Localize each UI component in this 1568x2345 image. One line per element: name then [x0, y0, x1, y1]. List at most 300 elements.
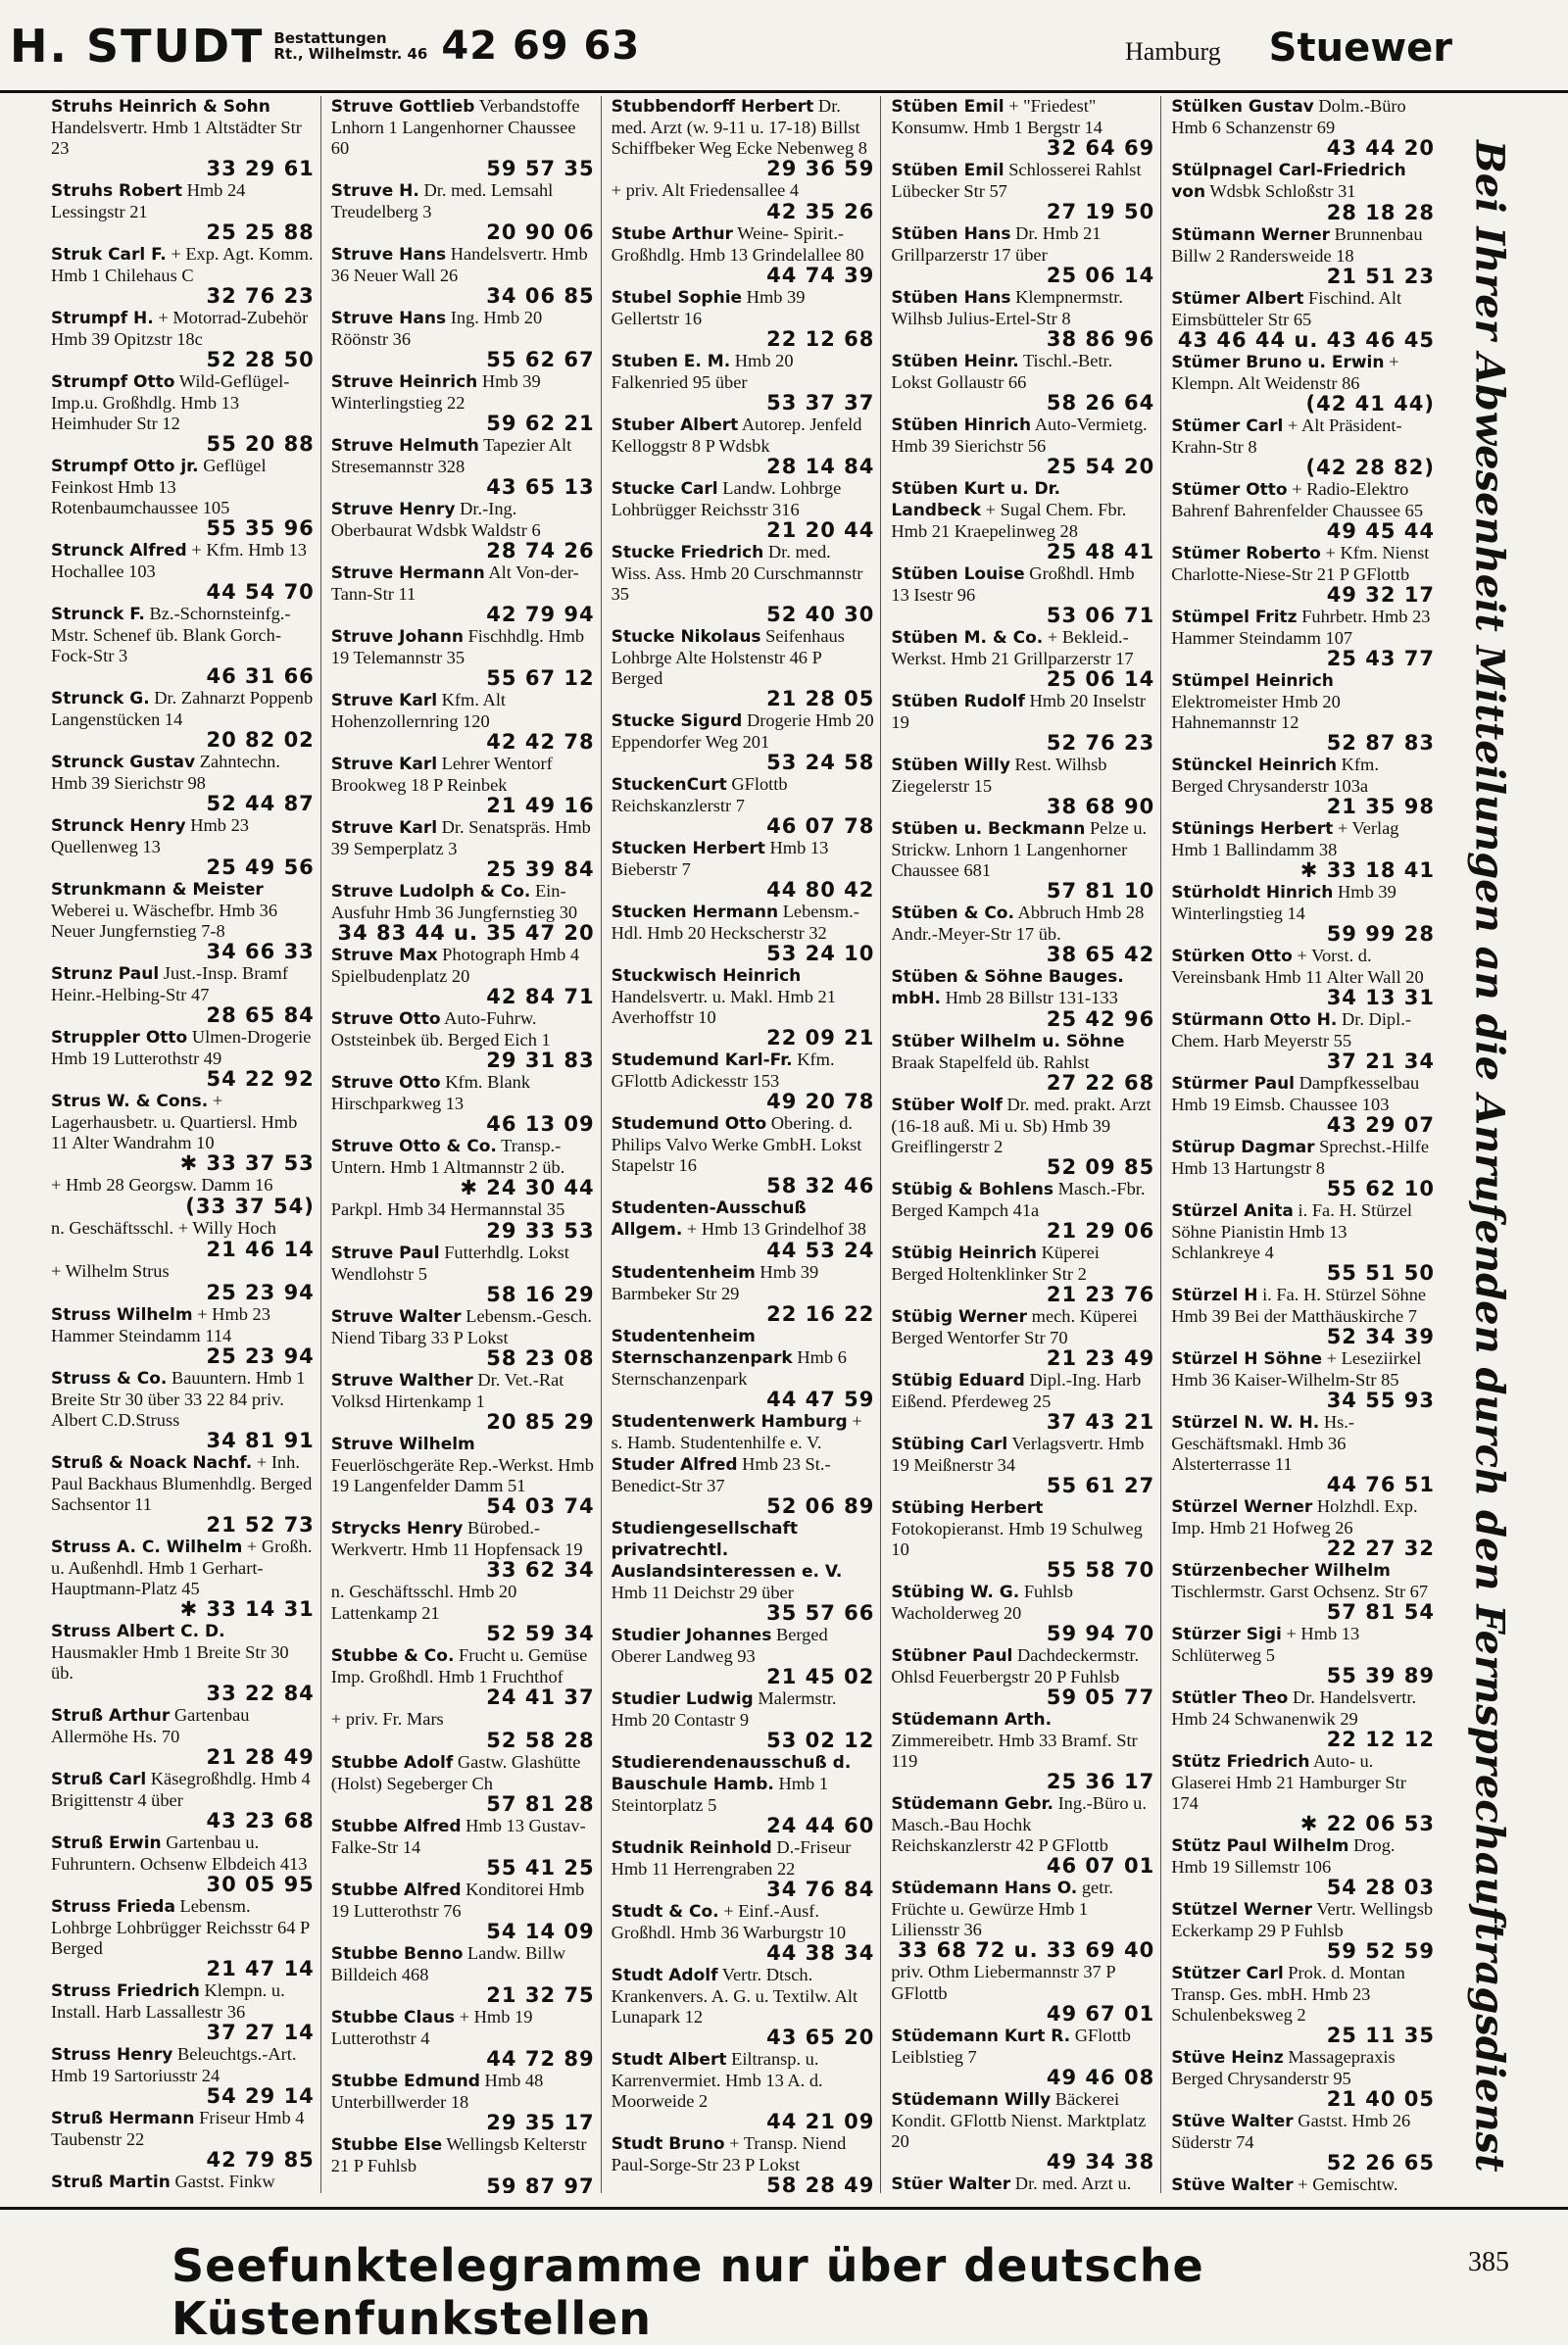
entry-phone: 46 07 01 [1046, 1854, 1155, 1878]
entry-detail: Landw. Billw Billdeich 468 [330, 1943, 565, 1984]
entry-detail: n. Geschäftsschl. Hmb 20 Lattenkamp 21 [330, 1582, 517, 1623]
entry-detail: Ing.-Büro u. Masch.-Bau Hochk Reichskanzlerstr 42 P GFlottb [891, 1793, 1147, 1855]
entry-detail: Hmb 20 Falkenried 95 über [611, 351, 794, 392]
entry-phone: 22 27 32 [1326, 1537, 1435, 1560]
entry-name: Struve Karl [330, 691, 438, 710]
entry-detail: Hmb 23 St.-Benedict-Str 37 [611, 1454, 831, 1495]
entry-detail: + Hmb 13 Grindelhof 38 [686, 1219, 866, 1239]
entry-detail: mech. Küperei Berged Wentorfer Str 70 [891, 1306, 1138, 1347]
entry-detail: Hmb 39 Winterlingstieg 14 [1171, 882, 1396, 923]
advert-line-2: Rt., Wilhelmstr. 46 [273, 45, 428, 63]
entry-phone: 59 62 21 [486, 412, 595, 435]
entry-phone: 55 67 12 [486, 666, 595, 690]
directory-entry [331, 1306, 595, 1369]
entry-phone: 44 72 89 [486, 2047, 595, 2071]
entry-detail: Hmb 13 Gustav-Falke-Str 14 [330, 1816, 586, 1857]
directory-entry [51, 2108, 315, 2171]
directory-entry [1171, 2174, 1435, 2193]
directory-entry [891, 1645, 1154, 1708]
entry-detail: Verbandstoffe Lnhorn 1 Langenhorner Chaussee 60 [330, 96, 580, 158]
directory-entry [1171, 1073, 1435, 1136]
entry-detail: Berged Oberer Landweg 93 [611, 1625, 828, 1666]
entry-detail: Friseur Hmb 4 Taubenstr 22 [51, 2108, 305, 2149]
entry-detail: Bäckerei Kondit. GFlottb Nienst. Marktplatz 20 [891, 2089, 1147, 2151]
entry-name: Studt & Co. [611, 1902, 719, 1922]
entry-phone: 49 46 08 [1046, 2066, 1155, 2089]
directory-entry [51, 540, 315, 603]
directory-entry [1171, 1687, 1435, 1750]
entry-detail: Futterhdlg. Lokst Wendlohstr 5 [330, 1243, 569, 1284]
directory-entry [1171, 818, 1435, 881]
directory-entry [51, 1368, 315, 1451]
entry-phone: 21 49 16 [486, 794, 595, 817]
entry-detail: + Transp. Niend Paul-Sorge-Str 23 P Lokst [611, 2133, 847, 2174]
directory-entry [612, 1965, 875, 2048]
directory-entry [891, 96, 1154, 159]
entry-phone: 52 06 89 [766, 1494, 875, 1518]
directory-entry [51, 1091, 315, 1174]
entry-phone: 54 14 09 [486, 1920, 595, 1943]
entry-detail: + Vorst. d. Vereinsbank Hmb 11 Alter Wall 20 [1171, 946, 1424, 987]
entry-detail: Elektromeister Hmb 20 Hahnemannstr 12 [1171, 692, 1341, 732]
entry-phone: 21 51 23 [1326, 265, 1435, 288]
entry-phone: 25 39 84 [486, 857, 595, 881]
entry-phone: (33 37 54) [185, 1195, 315, 1218]
entry-phone: 34 06 85 [486, 284, 595, 308]
entry-name: Struve Helmuth [330, 436, 479, 456]
entry-name: Stübig Heinrich [891, 1244, 1038, 1263]
entry-phone: 32 76 23 [206, 284, 315, 308]
entry-phone: 35 57 66 [766, 1601, 875, 1625]
entry-detail: + Radio-Elektro Bahrenf Bahrenfelder Chaussee 65 [1171, 479, 1424, 520]
entry-name: Stüdemann Hans O. [891, 1879, 1078, 1898]
entry-phone: 49 20 78 [766, 1090, 875, 1113]
entry-detail: + Alt Präsident-Krahn-Str 8 [1171, 415, 1402, 457]
directory-entry [612, 902, 875, 964]
entry-detail: Transp.-Untern. Hmb 1 Altmannstr 2 üb. [330, 1136, 565, 1177]
entry-detail: Auto- u. Glaserei Hmb 21 Hamburger Str 174 [1171, 1751, 1406, 1813]
entry-phone: (42 28 82) [1305, 456, 1435, 479]
entry-phone: 52 40 30 [766, 603, 875, 626]
directory-entry [51, 1304, 315, 1367]
directory-entry [51, 879, 315, 962]
entry-name: Strunck G. [51, 689, 150, 708]
entry-phone: 27 19 50 [1046, 200, 1155, 223]
page-header [0, 0, 1568, 93]
entry-name: Stülpnagel Carl-Friedrich von [1171, 161, 1406, 202]
directory-entry [1171, 882, 1435, 945]
entry-phone: 25 23 94 [206, 1281, 315, 1304]
entry-name: Strycks Henry [330, 1519, 464, 1539]
entry-phone: 43 65 13 [486, 475, 595, 499]
directory-entry [1171, 352, 1435, 415]
entry-detail: Küperei Berged Holtenklinker Str 2 [891, 1243, 1100, 1284]
directory-entry [1171, 543, 1435, 606]
entry-detail: Gastst. Hmb 26 Süderstr 74 [1171, 2111, 1411, 2152]
directory-entry [331, 371, 595, 434]
directory-entry [51, 1621, 315, 1704]
entry-name: Stürholdt Hinrich [1171, 883, 1334, 903]
entry-phone: 44 76 51 [1326, 1473, 1435, 1496]
entry-name: Stütz Friedrich [1171, 1752, 1310, 1772]
entry-phone: 55 41 25 [486, 1856, 595, 1880]
entry-name: Studentenheim Sternschanzenpark [611, 1327, 793, 1368]
directory-entry [1171, 160, 1435, 223]
entry-name: Struss Albert C. D. [51, 1622, 225, 1641]
entry-detail: Beleuchtgs.-Art. Hmb 19 Sartoriusstr 24 [51, 2044, 297, 2085]
entry-name: Stümer Roberto [1171, 544, 1321, 563]
entry-name: Stürmann Otto H. [1171, 1010, 1338, 1030]
entry-phone: 29 33 53 [486, 1219, 595, 1243]
entry-name: Struß Hermann [51, 2109, 195, 2128]
entry-phone: ✱ 33 37 53 [179, 1151, 315, 1175]
entry-detail: Hmb 48 Unterbillwerder 18 [330, 2071, 544, 2112]
entry-detail: i. Fa. H. Stürzel Söhne Pianistin Hmb 13 Schlankreye 4 [1171, 1200, 1412, 1262]
entry-phone: 24 44 60 [766, 1814, 875, 1837]
entry-name: Stube Arthur [611, 224, 733, 244]
entry-phone: 55 35 96 [206, 516, 315, 540]
directory-entry [331, 945, 595, 1007]
entry-name: Struve Ludolph & Co. [330, 882, 531, 902]
entry-name: Struve Wilhelm [330, 1435, 475, 1454]
entry-phone: 38 86 96 [1046, 327, 1155, 351]
entry-name: Stubel Sophie [611, 288, 743, 308]
entry-phone: 53 24 58 [766, 751, 875, 774]
directory-entry [331, 1370, 595, 1433]
entry-phone: ✱ 33 14 31 [179, 1597, 315, 1621]
section-title: Stuewer [1268, 25, 1452, 71]
entry-phone: 21 29 06 [1046, 1219, 1155, 1243]
entry-phone: 59 52 59 [1326, 1939, 1435, 1963]
entry-name: Struve Karl [330, 755, 438, 774]
entry-name: Stüben Hinrich [891, 415, 1032, 435]
entry-phone: 25 36 17 [1046, 1770, 1155, 1793]
entry-name: Stümer Bruno u. Erwin [1171, 353, 1385, 372]
city-label: Hamburg [1125, 37, 1221, 66]
entry-name: Struve Henry [330, 500, 456, 519]
entry-detail: Auto-Fuhrw. Oststeinbek üb. Berged Eich 1 [330, 1008, 551, 1050]
entry-name: Stübig Eduard [891, 1371, 1025, 1391]
entry-name: Stürzel N. W. H. [1171, 1413, 1320, 1433]
entry-detail: Klempn. u. Install. Harb Lassallestr 36 [51, 1980, 285, 2022]
entry-name: Stüben Willy [891, 756, 1010, 775]
entry-phone: 55 20 88 [206, 432, 315, 456]
entry-phone: 53 37 37 [766, 391, 875, 415]
entry-name: Stümer Carl [1171, 416, 1284, 436]
entry-name: Stüben Rudolf [891, 692, 1025, 711]
directory-entry [891, 287, 1154, 350]
entry-name: Stubbendorff Herbert [611, 97, 814, 117]
entry-phone: 58 16 29 [486, 1283, 595, 1306]
directory-entry [891, 1243, 1154, 1305]
directory-entry [331, 1434, 595, 1517]
entry-detail: Dr. Vet.-Rat Volksd Hirtenkamp 1 [330, 1370, 564, 1411]
entry-phone: 58 28 49 [766, 2174, 875, 2193]
entry-detail: + Inh. Paul Backhaus Blumenhdlg. Berged Sachsentor 11 [51, 1452, 313, 1514]
entry-phone: 21 28 49 [206, 1745, 315, 1769]
entry-name: Studnik Reinhold [611, 1838, 772, 1858]
entry-name: Stüdemann Gebr. [891, 1794, 1054, 1814]
entry-phone: 34 83 44 u. 35 47 20 [337, 921, 595, 945]
entry-name: Stubbe Adolf [330, 1753, 454, 1773]
directory-entry [612, 287, 875, 350]
entry-detail: Bauuntern. Hmb 1 Breite Str 30 über 33 22 84 priv. Albert C.D.Struss [51, 1368, 306, 1430]
entry-detail: Obering. d. Philips Valvo Werke GmbH. Lokst Stapelstr 16 [611, 1113, 862, 1175]
directory-entry [1171, 96, 1435, 159]
entry-detail: GFlottb Leiblstieg 7 [891, 2026, 1131, 2067]
directory-entry [612, 180, 875, 222]
entry-phone: 33 68 72 u. 33 69 40 [898, 1938, 1155, 1962]
entry-phone: 43 46 44 u. 43 46 45 [1177, 328, 1435, 352]
directory-entry [891, 2089, 1154, 2173]
entry-detail: Dr. med. prakt. Arzt (16-18 auß. Mi u. Sb) Hmb 39 Greiflingerstr 2 [891, 1095, 1152, 1156]
entry-name: Studt Adolf [611, 1966, 718, 1985]
directory-entry [331, 1072, 595, 1135]
entry-phone: 52 34 39 [1326, 1325, 1435, 1348]
entry-phone: 34 66 33 [206, 940, 315, 963]
entry-name: Stucken Herbert [611, 839, 765, 858]
entry-phone: 43 29 07 [1326, 1113, 1435, 1137]
entry-detail: Autorep. Jenfeld Kelloggstr 8 P Wdsbk [611, 415, 862, 456]
entry-name: Struve Hermann [330, 563, 485, 583]
entry-detail: Tapezier Alt Stresemannstr 328 [330, 435, 572, 476]
entry-name: Stürmer Paul [1171, 1074, 1295, 1094]
directory-entry [1171, 479, 1435, 542]
entry-name: Stubbe Alfred [330, 1881, 462, 1900]
entry-name: Stubbe Else [330, 2135, 443, 2155]
directory-entry [1171, 2047, 1435, 2110]
entry-phone: 55 62 67 [486, 348, 595, 371]
entry-detail: Dr. Handelsvertr. Hmb 24 Schwanenwik 29 [1171, 1687, 1417, 1729]
entry-detail: Dipl.-Ing. Harb Eißend. Pferdeweg 25 [891, 1370, 1142, 1411]
entry-phone: 25 23 94 [206, 1344, 315, 1368]
entry-name: Stüben & Co. [891, 904, 1014, 923]
footer-slogan: Seefunktelegramme nur über deutsche Küstenfunkstellen [172, 2239, 1204, 2345]
directory-entry [1171, 755, 1435, 817]
entry-name: Struk Carl F. [51, 245, 167, 265]
advert-line-1: Bestattungen [273, 29, 387, 47]
entry-phone: 21 28 05 [766, 687, 875, 710]
entry-detail: + Exp. Agt. Komm. Hmb 1 Chilehaus C [51, 244, 314, 285]
entry-phone: 29 35 17 [486, 2111, 595, 2134]
entry-phone: 21 45 02 [766, 1665, 875, 1688]
directory-entry [51, 1537, 315, 1620]
entry-detail: Hmb 11 Deichstr 29 über [611, 1583, 794, 1602]
entry-detail: Dampfkesselbau Hmb 19 Eimsb. Chaussee 103 [1171, 1073, 1420, 1114]
entry-phone: 43 44 20 [1326, 136, 1435, 160]
entry-name: Stuckwisch Heinrich [611, 966, 802, 986]
entry-detail: Feuerlöschgeräte Rep.-Werkst. Hmb 19 Langenfelder Damm 51 [330, 1455, 594, 1495]
entry-phone: 52 26 65 [1326, 2151, 1435, 2174]
entry-phone: 42 84 71 [486, 985, 595, 1008]
directory-entry [1171, 1348, 1435, 1411]
entry-name: Studt Albert [611, 2050, 727, 2070]
entry-name: Struve Walther [330, 1371, 473, 1391]
entry-name: Struppler Otto [51, 1028, 188, 1048]
entry-phone: 25 42 96 [1046, 1007, 1155, 1031]
entry-detail: Kfm. GFlottb Adickesstr 153 [611, 1050, 835, 1091]
entry-name: Stucke Friedrich [611, 543, 764, 562]
entry-detail: Gastw. Glashütte (Holst) Segeberger Ch [330, 1752, 581, 1793]
entry-phone: 54 03 74 [486, 1494, 595, 1518]
directory-entry [1171, 1285, 1435, 1347]
entry-detail: + Wilhelm Strus [51, 1261, 170, 1281]
entry-phone: 21 20 44 [766, 518, 875, 542]
directory-entry [331, 1199, 595, 1242]
entry-name: Studier Johannes [611, 1626, 772, 1645]
directory-entry [612, 1688, 875, 1751]
entry-detail: priv. Othm Liebermannstr 37 P GFlottb [891, 1962, 1115, 2003]
directory-entry [331, 1816, 595, 1879]
entry-phone: 21 23 76 [1046, 1283, 1155, 1306]
entry-phone: 55 51 50 [1326, 1261, 1435, 1285]
entry-name: Stubbe Edmund [330, 2072, 480, 2091]
entry-name: Stümer Otto [1171, 480, 1288, 500]
directory-entry [51, 1896, 315, 1979]
entry-detail: Gartenbau Allermöhe Hs. 70 [51, 1705, 250, 1746]
entry-detail: Massagepraxis Berged Chrysanderstr 95 [1171, 2047, 1396, 2088]
directory-entry [612, 1752, 875, 1836]
entry-name: Stucke Nikolaus [611, 627, 761, 647]
entry-detail: Lebensm.-Gesch. Niend Tibarg 33 P Lokst [330, 1306, 592, 1347]
directory-entry [331, 2071, 595, 2133]
directory-entry [1171, 1200, 1435, 1284]
entry-detail: Hmb 24 Lessingstr 21 [51, 180, 246, 221]
entry-name: Struß & Noack Nachf. [51, 1453, 253, 1473]
entry-detail: Schlosserei Rahlst Lübecker Str 57 [891, 160, 1142, 201]
entry-detail: Tischl.-Betr. Lokst Gollaustr 66 [891, 351, 1113, 392]
directory-entry [51, 308, 315, 370]
entry-detail: + Klempn. Alt Weidenstr 86 [1171, 352, 1399, 393]
entry-detail: Hmb 23 Quellenweg 13 [51, 815, 249, 856]
directory-entry [1171, 2111, 1435, 2174]
entry-phone: 22 09 21 [766, 1026, 875, 1050]
entry-detail: Weine- Spirit.-Großhdlg. Hmb 13 Grindelallee 80 [611, 223, 864, 265]
entry-name: Struss Wilhelm [51, 1305, 193, 1325]
entry-name: Stübig Werner [891, 1307, 1028, 1327]
advert-phone: 42 69 63 [441, 24, 641, 69]
entry-detail: Hmb 6 Sternschanzenpark [611, 1347, 847, 1389]
entry-name: Stünings Herbert [1171, 819, 1334, 839]
directory-entry [51, 96, 315, 179]
entry-name: Stümpel Fritz [1171, 608, 1298, 627]
entry-name: Strumpf H. [51, 309, 154, 328]
entry-detail: Masch.-Fbr. Berged Kampch 41a [891, 1179, 1146, 1220]
entry-detail: Rest. Wilhsb Ziegelerstr 15 [891, 755, 1107, 796]
entry-name: Stürzel Werner [1171, 1497, 1313, 1517]
entry-name: Stümer Albert [1171, 289, 1304, 309]
directory-entry [331, 690, 595, 753]
entry-name: Struß Arthur [51, 1706, 171, 1726]
directory-entry [51, 2172, 315, 2193]
directory-entry [891, 2174, 1154, 2193]
entry-name: Stümann Werner [1171, 225, 1331, 245]
entry-detail: Hs.-Geschäftsmakl. Hmb 36 Alsterterrasse 11 [1171, 1412, 1355, 1474]
entry-name: Stüber Wolf [891, 1096, 1003, 1115]
entry-detail: Alt Von-der-Tann-Str 11 [330, 562, 579, 604]
entry-name: Struve Heinrich [330, 372, 478, 392]
entry-name: Studierendenausschuß d. Bauschule Hamb. [611, 1753, 852, 1794]
entry-phone: 34 55 93 [1326, 1389, 1435, 1412]
entry-detail: Handelsvertr. Hmb 36 Neuer Wall 26 [330, 244, 588, 285]
entry-name: Stüben Hans [891, 224, 1011, 244]
entry-name: Struve Gottlieb [330, 97, 475, 117]
column-1 [49, 96, 321, 2193]
entry-name: Studentenheim [611, 1263, 756, 1283]
entry-phone: 46 13 09 [486, 1112, 595, 1136]
entry-name: Struss Friedrich [51, 1981, 200, 2001]
entry-name: Stübing W. G. [891, 1583, 1020, 1602]
directory-entry [891, 351, 1154, 414]
entry-phone: 52 59 34 [486, 1622, 595, 1645]
entry-detail: Seifenhaus Lohbrge Alte Holstenstr 46 P Berged [611, 626, 845, 688]
entry-name: Stünckel Heinrich [1171, 756, 1338, 775]
entry-name: Struß Martin [51, 2173, 171, 2192]
entry-phone: 42 79 94 [486, 603, 595, 626]
entry-name: Strumpf Otto jr. [51, 457, 199, 476]
entry-phone: 46 31 66 [206, 664, 315, 688]
directory-entry [51, 180, 315, 243]
entry-detail: Ulmen-Drogerie Hmb 19 Lutterothstr 49 [51, 1027, 312, 1068]
entry-detail: Dr. med. Arzt u. [1014, 2174, 1132, 2193]
entry-name: Studier Ludwig [611, 1689, 754, 1709]
directory-entry [891, 1709, 1154, 1792]
entry-phone: 37 21 34 [1326, 1050, 1435, 1073]
entry-phone: 27 22 68 [1046, 1071, 1155, 1095]
entry-phone: 55 39 89 [1326, 1664, 1435, 1687]
entry-detail: Dr. med. Arzt (w. 9-11 u. 17-18) Billst Schiffbeker Weg Ecke Nebenweg 8 [611, 96, 867, 158]
directory-entry [612, 710, 875, 773]
entry-name: Strunkmann & Meister [51, 880, 264, 900]
entry-name: Stubbe Benno [330, 1944, 464, 1964]
entry-phone: 38 68 90 [1046, 795, 1155, 818]
entry-name: Strunck Henry [51, 816, 186, 836]
directory-entry [331, 1136, 595, 1198]
entry-detail: Kfm. Berged Chrysanderstr 103a [1171, 755, 1379, 796]
entry-name: Stüben u. Beckmann [891, 819, 1086, 839]
directory-entry [51, 371, 315, 455]
entry-detail: Holzhdl. Exp. Imp. Hmb 21 Hofweg 26 [1171, 1496, 1418, 1538]
directory-entry [612, 838, 875, 901]
entry-phone: 34 76 84 [766, 1878, 875, 1901]
directory-entry [891, 818, 1154, 902]
entry-detail: Auto-Vermietg. Hmb 39 Sierichstr 56 [891, 415, 1148, 456]
entry-phone: 53 02 12 [766, 1729, 875, 1752]
entry-detail: Wdsbk Schloßstr 31 [1209, 181, 1356, 201]
directory-entry [612, 1901, 875, 1964]
directory-entry [612, 542, 875, 625]
entry-phone: 25 25 88 [206, 220, 315, 244]
entry-name: Stützel Werner [1171, 1900, 1313, 1920]
entry-phone: 52 76 23 [1046, 731, 1155, 755]
directory-entry [51, 1769, 315, 1832]
entry-detail: Prok. d. Montan Transp. Ges. mbH. Hmb 23 Schulenbeksweg 2 [1171, 1963, 1405, 2025]
entry-name: Strunz Paul [51, 964, 160, 984]
entry-detail: Vertr. Dtsch. Krankenvers. A. G. u. Textilw. Alt Lunapark 12 [611, 1965, 858, 2027]
entry-phone: 59 99 28 [1326, 922, 1435, 946]
directory-entry [1171, 1137, 1435, 1199]
entry-detail: Hmb 1 Steintorplatz 5 [611, 1774, 829, 1815]
entry-detail: Zahntechn. Hmb 39 Sierichstr 98 [51, 752, 280, 793]
side-notice [1450, 140, 1529, 2173]
entry-detail: Kfm. Alt Hohenzollernring 120 [330, 690, 507, 731]
entry-phone: 43 65 20 [766, 2026, 875, 2049]
entry-name: Stüben M. & Co. [891, 628, 1044, 648]
entry-phone: 21 52 73 [206, 1513, 315, 1537]
entry-detail: Brunnenbau Billw 2 Randersweide 18 [1171, 224, 1423, 266]
entry-phone: 49 32 17 [1326, 583, 1435, 607]
entry-name: Stüben & Söhne Bauges. mbH. [891, 967, 1124, 1008]
